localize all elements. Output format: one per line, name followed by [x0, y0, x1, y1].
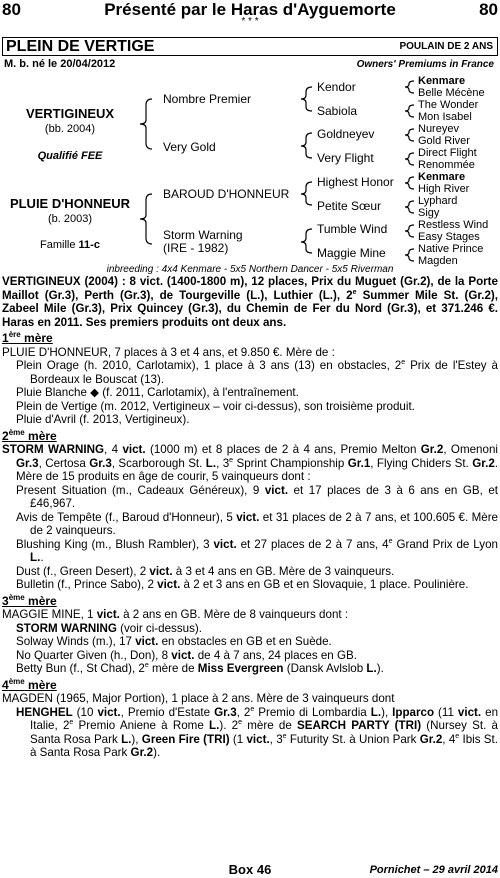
section-third-dam: 3ème mère — [2, 592, 57, 608]
gen2-sire-sire: Nombre Premier — [163, 92, 252, 106]
section-fourth-dam: 4ème mère — [2, 676, 57, 692]
produce-entry: Bulletin (f., Prince Sabo), 2 vict. à 2 et 3 ans en GB et en Slovaquie, 1 place. Poulinière. — [16, 578, 469, 591]
horse-name: PLEIN DE VERTIGE — [6, 38, 155, 55]
gen4-ancestor: The Wonder — [418, 99, 479, 111]
horse-subline — [2, 57, 498, 71]
gen4-ancestor: Belle Mécène — [418, 87, 485, 99]
gen2-dam-dam: Storm Warning — [163, 228, 243, 242]
gen4-ancestor: Gold River — [418, 135, 470, 147]
gen4-ancestor: Kenmare — [418, 171, 466, 183]
gen3-ancestor: Highest Honor — [317, 175, 394, 189]
gen3-ancestor: Kendor — [317, 80, 356, 94]
page-number-left: 80 — [2, 0, 21, 19]
produce-entry: Present Situation (m., Cadeaux Généreux), 9 vict. et 17 places de 3 à 6 ans en GB, et £46,967. — [16, 483, 498, 510]
dam-detail: (b. 2003) — [47, 213, 93, 225]
produce-entry: Blushing King (m., Blush Rambler), 3 vict. et 27 places de 2 à 7 ans, 4e Grand Prix de Lyon L.. — [16, 537, 498, 564]
gen3-ancestor: Tumble Wind — [317, 222, 388, 236]
produce-entry: Pluie Blanche ◆ (f. 2011, Carlotamix), à l'entraînement. — [16, 386, 299, 399]
gen4-ancestor: Mon Isabel — [418, 111, 472, 123]
gen4-ancestor: Restless Wind — [418, 219, 489, 231]
pedigree-table — [0, 72, 500, 267]
gen4-ancestor: Easy Stages — [418, 231, 480, 243]
third-dam-record: MAGGIE MINE, 1 vict. à 2 ans en GB. Mère de 8 vainqueurs dont : — [2, 608, 349, 621]
produce-entry: Betty Bun (f., St Chad), 2e mère de Miss Evergreen (Dansk Avlslob L.). — [16, 662, 384, 675]
dam-family: Famille 11-c — [40, 239, 100, 251]
gen4-ancestor: High River — [418, 183, 470, 195]
gen4-ancestor: Native Prince — [418, 243, 484, 255]
gen4-ancestor: Nureyev — [418, 123, 459, 135]
page-title: Présenté par le Haras d'Ayguemorte — [104, 0, 396, 19]
gen3-ancestor: Goldneyev — [317, 127, 375, 141]
sire-name: VERTIGINEUX — [25, 106, 115, 121]
produce-entry: Plein de Vertige (m. 2012, Vertigineux – voir ci-dessus), son troisième produit. — [16, 399, 415, 413]
gen3-ancestor: Very Flight — [317, 151, 374, 165]
gen3-ancestor: Maggie Mine — [317, 246, 386, 260]
produce-entry: No Quarter Given (h., Don), 8 vict. de 4 à 7 ans, 24 places en GB. — [16, 648, 357, 662]
gen2-dam-dam-origin: (IRE - 1982) — [163, 241, 229, 255]
gen4-ancestor: Renommée — [418, 159, 475, 171]
box-number: Box 46 — [228, 862, 272, 877]
page-number-right: 80 — [479, 0, 498, 19]
owners-premiums: Owners' Premiums in France — [356, 59, 494, 70]
horse-birth: M. b. né le 20/04/2012 — [4, 58, 116, 70]
horse-title-box — [2, 37, 498, 56]
sale-place-date: Pornichet – 29 avril 2014 — [369, 864, 498, 876]
header-stars: * * * — [241, 16, 259, 27]
gen4-ancestor: Sigy — [418, 207, 440, 219]
sire-record: VERTIGINEUX (2004) : 8 vict. (1400-1800 m), 12 places, Prix du Muguet (Gr.2), de la Porte Maillot (Gr.3), Perth (Gr.3), de Tourgeville (L.), Luthier (L.), 2e Summer Mile St. (Gr.2), Zabeel Mile (Gr.3), Prix Quincey (Gr.3), du Chemin de Fer du Nord (Gr.3), et 371.246 €. Haras en 2011. Ses premiers produits ont deux ans. — [2, 275, 499, 329]
section-first-dam: 1ère mère — [2, 330, 53, 345]
sire-qualification: Qualifié FEE — [37, 150, 103, 162]
gen4-ancestor: Lyphard — [418, 195, 458, 207]
produce-entry: STORM WARNING (voir ci-dessus). — [16, 621, 202, 635]
gen2-dam-sire: BAROUD D'HONNEUR — [163, 187, 290, 201]
produce-entry: HENGHEL (10 vict., Premio d'Estate Gr.3, 2e Premio di Lombardia L.), Ipparco (11 vict. en Italie, 2e Premio Aniene à Rome L.). 2e mère de SEARCH PARTY (TRI) (Nursey St. à Santa Rosa Park L.), Green Fire (TRI) (1 vict., 3e Futurity St. à Union Park Gr.2, 4e Ibis St. à Santa Rosa Park Gr.2). — [16, 705, 499, 759]
produce-entry: Pluie d'Avril (f. 2013, Vertigineux). — [16, 413, 190, 426]
produce-entry: Dust (f., Green Desert), 2 vict. à 3 et 4 ans en GB. Mère de 3 vainqueurs. — [16, 564, 395, 578]
horse-category: POULAIN DE 2 ANS — [399, 41, 493, 52]
produce-entry: Solway Winds (m.), 17 vict. en obstacles en GB et en Suède. — [16, 635, 332, 648]
catalog-text — [2, 275, 498, 760]
section-second-dam: 2ème mère — [2, 427, 57, 443]
gen3-ancestor: Petite Sœur — [317, 199, 382, 213]
dam-name: PLUIE D'HONNEUR — [9, 196, 131, 211]
produce-entry: Avis de Tempête (f., Baroud d'Honneur), 5 vict. et 31 places de 2 à 7 ans, et 100.605 €. Mère de 2 vainqueurs. — [16, 510, 499, 537]
gen4-ancestor: Direct Flight — [418, 147, 477, 159]
page-footer — [0, 862, 500, 878]
sire-detail: (bb. 2004) — [44, 123, 96, 135]
inbreeding-note: inbreeding : 4x4 Kenmare - 5x5 Northern Dancer - 5x5 Riverman — [106, 264, 394, 275]
produce-entry: Plein Orage (h. 2010, Carlotamix), 1 place à 3 ans (13) en obstacles, 2e Prix de l'Estey à Bordeaux le Bouscat (13). — [16, 359, 498, 386]
gen4-ancestor: Magden — [418, 255, 458, 267]
second-dam-record: STORM WARNING, 4 vict. (1000 m) et 8 places de 2 à 4 ans, Premio Melton Gr.2, Omenoni Gr.3, Certosa Gr.3, Scarborough St. L., 3e Sprint Championship Gr.1, Flying Chiders St. Gr.2. Mère de 15 produits en âge de courir, 5 vainqueurs dont : — [2, 443, 498, 483]
first-dam-record: PLUIE D'HONNEUR, 7 places à 3 et 4 ans, et 9.850 €. Mère de : — [2, 345, 335, 359]
gen2-sire-dam: Very Gold — [163, 140, 216, 154]
gen4-ancestor: Kenmare — [418, 75, 466, 87]
fourth-dam-record: MAGDEN (1965, Major Portion), 1 place à 2 ans. Mère de 3 vainqueurs dont — [2, 692, 395, 705]
gen3-ancestor: Sabiola — [317, 104, 358, 118]
